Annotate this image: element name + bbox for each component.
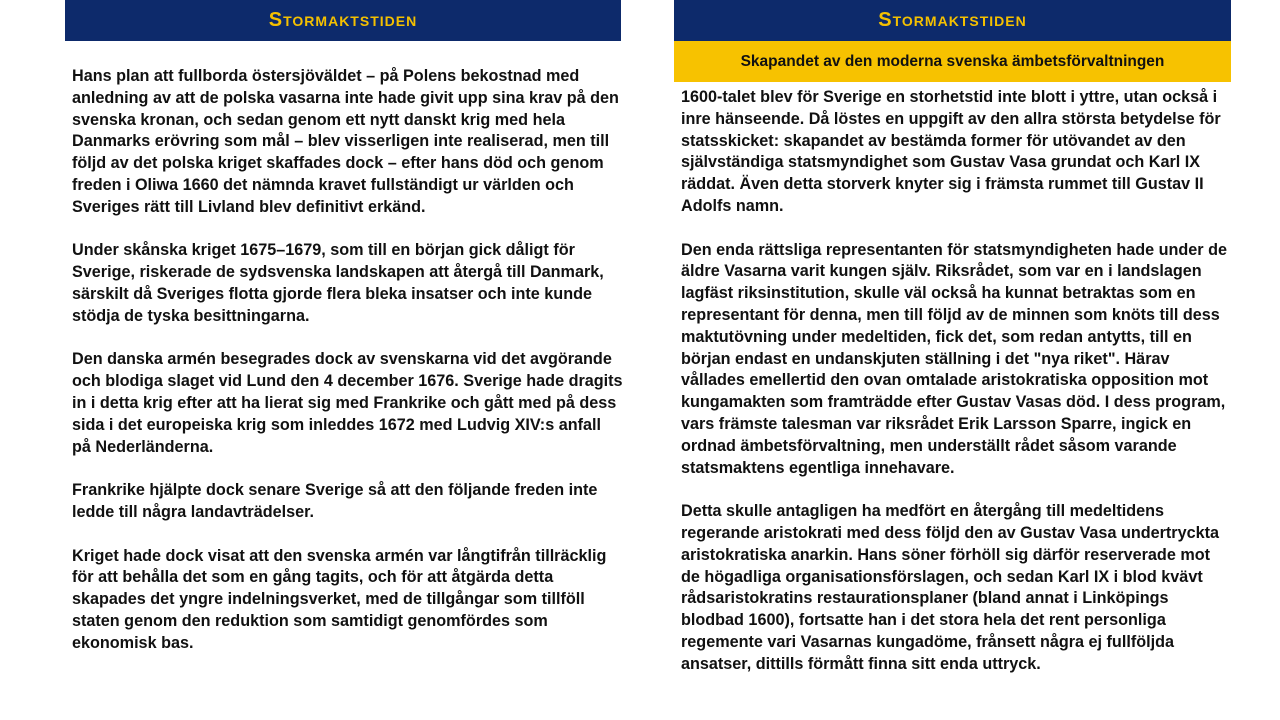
right-paragraph: 1600-talet blev för Sverige en storhetstid inte blott i yttre, utan också i inre hänseende. Då löstes en uppgift av den allra största betydelse för statsskicket: skapandet av bestämda former för utövandet av den självständiga statsmyndighet som Gustav Vasa grundat och Karl IX räddat. Även detta storverk knyter sig i främsta rummet till Gustav II Adolfs namn. <box>681 88 1221 215</box>
right-header-bar <box>674 0 1231 41</box>
left-header-bar <box>65 0 621 41</box>
left-paragraph: Frankrike hjälpte dock senare Sverige så att den följande freden inte ledde till några landavträdelser. <box>72 481 598 521</box>
left-paragraph: Kriget hade dock visat att den svenska armén var långtifrån tillräcklig för att behålla det som en gång tagits, och för att åtgärda detta skapades det yngre indelningsverket, med de tillgångar som tillföll staten genom den reduktion som samtidigt genomfördes som ekonomisk bas. <box>72 546 607 652</box>
left-paragraph: Hans plan att fullborda östersjöväldet – på Polens bekostnad med anledning av att de polska vasarna inte hade givit upp sina krav på den svenska kronan, och sedan genom ett nytt danskt krig med hela Danmarks erövring som mål – blev visserligen inte realiserad, men till följd av det polska kriget skaffades dock – efter hans död och genom freden i Oliwa 1660 det nämnda kravet fullständigt ur världen och Sveriges rätt till Livland blev definitivt erkänd. <box>72 67 619 216</box>
left-body-text <box>65 41 624 655</box>
left-slide-title: Stormaktstiden <box>268 9 418 31</box>
right-subheader-bar <box>674 41 1231 82</box>
right-slide-subtitle: Skapandet av den moderna svenska ämbetsförvaltningen <box>740 52 1165 70</box>
right-slide <box>674 0 1231 676</box>
right-slide-title: Stormaktstiden <box>878 9 1027 31</box>
right-paragraph: Detta skulle antagligen ha medfört en återgång till medeltidens regerande aristokrati med dess följd den av Gustav Vasa undertryckta aristokratiska anarkin. Hans söner förhöll sig därför reserverade mot de högadliga organisationsförslagen, och sedan Karl IX i blod kvävt rådsaristokratins restaurationsplaner (bland annat i Linköpings blodbad 1600), fortsatte han i det stora hela det rent personliga regemente vari Vasarnas kungadöme, frånsett några ej fullföljda ansatser, dittills förmått finna sitt enda uttryck. <box>681 502 1219 673</box>
left-paragraph: Under skånska kriget 1675–1679, som till en början gick dåligt för Sverige, riskerade de sydsvenska landskapen att återgå till Danmark, särskilt då Sveriges flotta gjorde flera bleka insatser och inte kunde stödja de tyska besittningarna. <box>72 241 604 325</box>
left-slide <box>65 0 621 655</box>
right-paragraph: Den enda rättsliga representanten för statsmyndigheten hade under de äldre Vasarna varit kungen själv. Riksrådet, som var en i landslagen lagfäst riksinstitution, skulle väl också ha kunnat betraktas som en representant för denna, men till följd av de minnen som knöts till dess maktutövning under medeltiden, fick det, som redan antytts, till en början endast en undanskjuten ställning i det "nya riket". Härav vållades emellertid den ovan omtalade aristokratiska opposition mot kungamakten som framträdde efter Gustav Vasas död. I dess program, vars främste talesman var riksrådet Erik Larsson Sparre, ingick en ordnad ämbetsförvaltning, men underställt rådet såsom varande statsmaktens egentliga innehavare. <box>681 240 1227 477</box>
left-paragraph: Den danska armén besegrades dock av svenskarna vid det avgörande och blodiga slaget vid Lund den 4 december 1676. Sverige hade dragits in i detta krig efter att ha lierat sig med Frankrike och gått med på dess sida i det europeiska krig som inleddes 1672 med Ludvig XIV:s anfall på Nederländerna. <box>72 350 623 456</box>
right-body-text <box>674 82 1233 676</box>
